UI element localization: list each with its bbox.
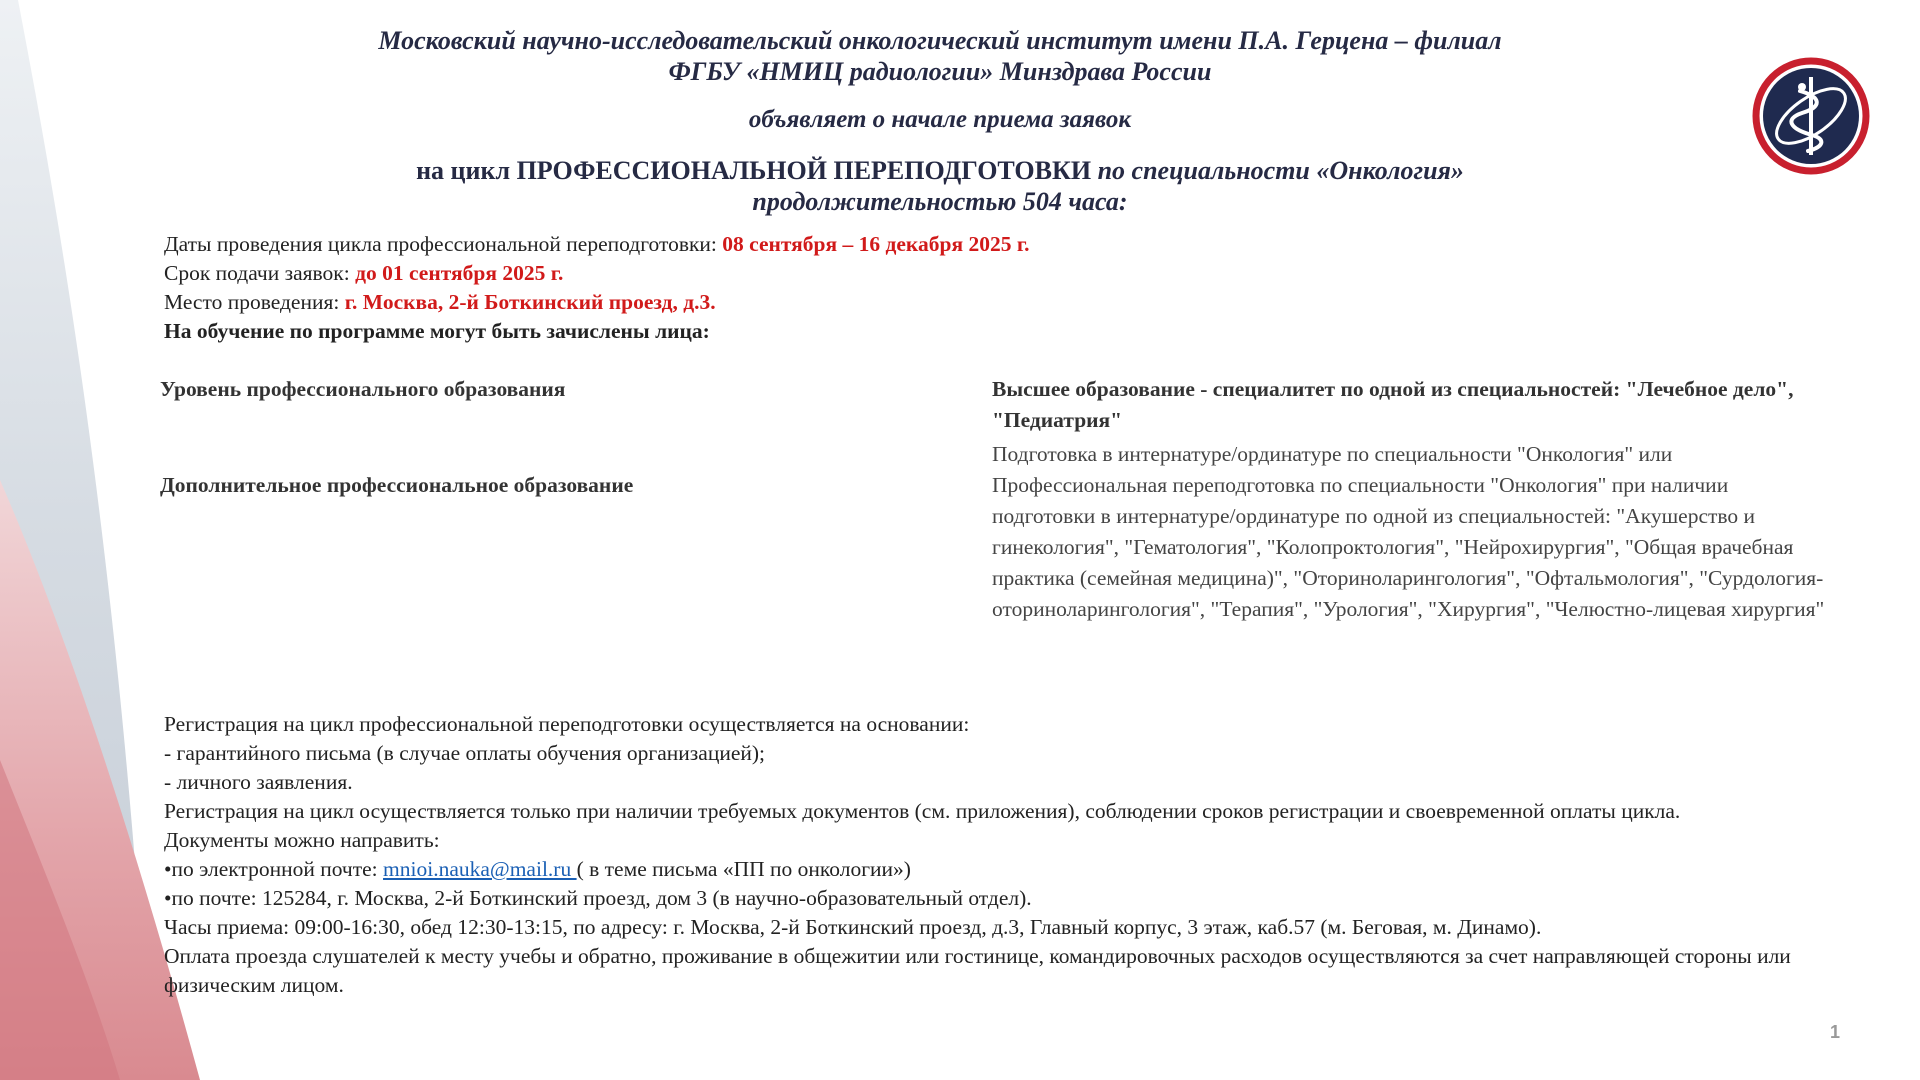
institute-logo: [1750, 55, 1872, 177]
payment-line: Оплата проезда слушателей к месту учебы и обратно, проживание в общежитии или гостинице, командировочных расходов осуществляются за счет направляющей стороны или физическим лицом.: [164, 944, 1791, 997]
page-number: 1: [1830, 1022, 1841, 1042]
cycle-title: [240, 155, 1640, 217]
cycle-info: [164, 230, 1030, 346]
cycle-duration: продолжительностью 504 часа:: [752, 187, 1128, 216]
cycle-prefix: на цикл: [416, 156, 517, 185]
registration-item-application: - личного заявления.: [164, 770, 353, 794]
post-line: •по почте: 125284, г. Москва, 2-й Боткинский проезд, дом 3 (в научно-образовательный отдел).: [164, 886, 1032, 910]
eligibility-heading: На обучение по программе могут быть зачислены лица:: [164, 319, 710, 343]
email-prefix: •по электронной почте:: [164, 857, 384, 881]
send-title: Документы можно направить:: [164, 828, 440, 852]
email-suffix: ( в теме письма «ПП по онкологии»): [576, 857, 911, 881]
registration-item-letter: - гарантийного письма (в случае оплаты обучения организацией);: [164, 741, 766, 765]
level-label: Уровень профессионального образования: [160, 377, 566, 401]
place-value: г. Москва, 2-й Боткинский проезд, д.3.: [344, 290, 716, 314]
announcement: объявляет о начале приема заявок: [748, 106, 1132, 133]
email-line: [164, 855, 1824, 884]
cycle-name: ПРОФЕССИОНАЛЬНОЙ ПЕРЕПОДГОТОВКИ: [516, 156, 1092, 185]
email-link[interactable]: mnioi.nauka@mail.ru: [383, 857, 577, 881]
institute-affiliation: ФГБУ «НМИЦ радиологии» Минздрава России: [668, 57, 1212, 86]
registration-intro: Регистрация на цикл профессиональной переподготовки осуществляется на основании:: [164, 712, 970, 736]
hours-line: Часы приема: 09:00-16:30, обед 12:30-13:15, по адресу: г. Москва, 2-й Боткинский проезд, д.3, Главный корпус, 3 этаж, каб.57 (м. Беговая, м. Динамо).: [164, 915, 1542, 939]
dates-value: 08 сентября – 16 декабря 2025 г.: [722, 232, 1030, 256]
registration-section: [164, 710, 1824, 1000]
dates-label: Даты проведения цикла профессиональной переподготовки:: [164, 232, 723, 256]
deadline-label: Срок подачи заявок:: [164, 261, 356, 285]
level-value: Высшее образование - специалитет по одной из специальностей: "Лечебное дело", "Педиатрия": [992, 377, 1794, 432]
institute-name: Московский научно-исследовательский онкологический институт имени П.А. Герцена – филиал: [378, 26, 1502, 55]
additional-label: Дополнительное профессиональное образование: [160, 473, 634, 497]
deadline-value: до 01 сентября 2025 г.: [355, 261, 564, 285]
cycle-specialty: по специальности «Онкология»: [1091, 156, 1464, 185]
registration-rule: Регистрация на цикл осуществляется только при наличии требуемых документов (см. приложения), соблюдении сроков регистрации и своевременной оплаты цикла.: [164, 799, 1681, 823]
institute-title: [240, 25, 1640, 87]
additional-value: Подготовка в интернатуре/ординатуре по специальности "Онкология" или Профессиональная переподготовка по специальности "Онкология" при наличии подготовки в интернатуре/ординатуре по одной из специальностей: "Акушерство и гинекология", "Гематология", "Колопроктология", "Нейрохирургия", "Общая врачебная практика (семейная медицина)", "Оториноларингология", "Офтальмология", "Сурдология-оториноларингология", "Терапия", "Урология", "Хирургия", "Челюстно-лицевая хирургия": [992, 442, 1825, 621]
place-label: Место проведения:: [164, 290, 345, 314]
